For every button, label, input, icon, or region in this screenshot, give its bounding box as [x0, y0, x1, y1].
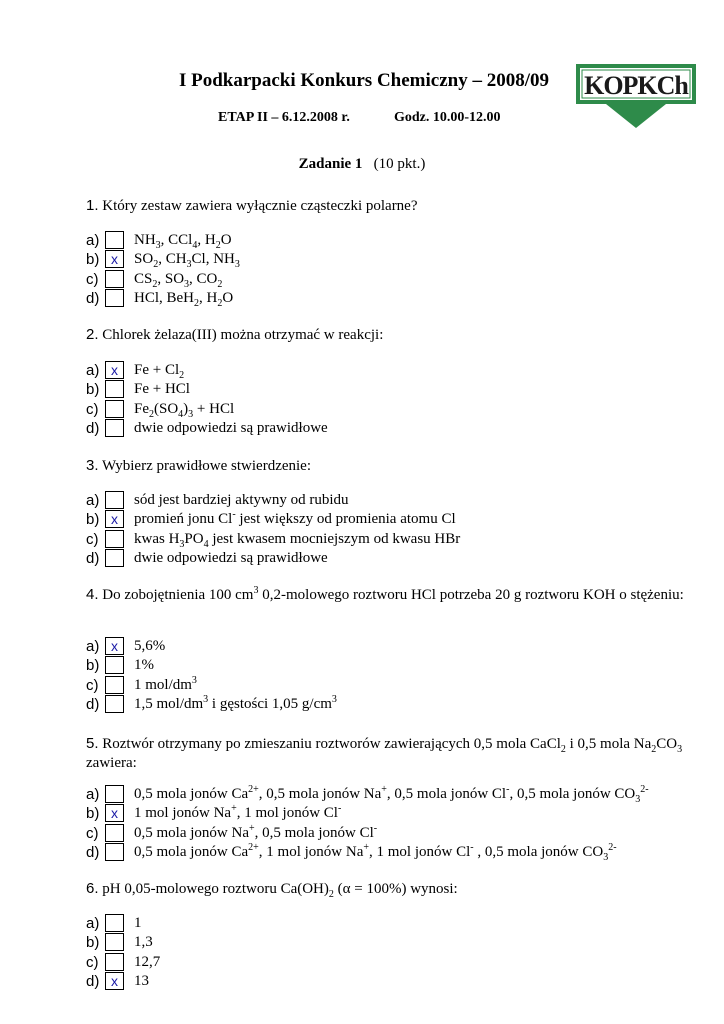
- option-letter: a): [86, 915, 100, 932]
- answer-checkbox[interactable]: [105, 656, 124, 674]
- task-heading: [0, 156, 724, 173]
- option-text: 0,5 mola jonów $Ca^{2+}$, 1 mol jonów Na+, 1 mol jonów Cl- , 0,5 mola jonów $CO_3^{2-}$: [134, 841, 617, 863]
- answer-checkbox[interactable]: x: [105, 804, 124, 822]
- question-5: [86, 734, 684, 773]
- option-text: promień jonu Cl- jest większy od promienia atomu Cl: [134, 509, 456, 528]
- option-text: 5,6%: [134, 638, 166, 654]
- question-1: [86, 196, 684, 216]
- option-text: 1: [134, 915, 142, 931]
- option-letter: a): [86, 362, 100, 379]
- question-text: Który zestaw zawiera wyłącznie cząsteczki polarne?: [98, 198, 418, 214]
- option-letter: d): [86, 419, 100, 437]
- answer-checkbox[interactable]: x: [105, 250, 124, 268]
- svg-text:KOPKCh: KOPKCh: [584, 71, 688, 100]
- option-text: 1%: [134, 657, 154, 674]
- answer-checkbox[interactable]: x: [105, 510, 124, 528]
- question-3: [86, 456, 684, 476]
- answer-checkbox[interactable]: [105, 914, 124, 932]
- option-letter: a): [86, 638, 100, 655]
- question-text: pH 0,05-molowego roztworu $Ca(OH)_2$ (α = 100%) wynosi:: [98, 881, 458, 900]
- question-text: Roztwór otrzymany po zmieszaniu roztworów zawierających 0,5 mola CaCl$_2$ i 0,5 mola $Na_2CO_3$ zawiera:: [86, 736, 683, 771]
- task-label: Zadanie 1: [298, 156, 363, 172]
- option-letter: b): [86, 251, 100, 269]
- option-text: 1,3: [134, 934, 153, 951]
- option-letter: c): [86, 400, 99, 418]
- option-letter: b): [86, 934, 100, 952]
- option-letter: c): [86, 530, 99, 548]
- option-letter: d): [86, 843, 100, 861]
- answer-checkbox[interactable]: [105, 270, 124, 288]
- option-text: $NH_3$, CCl$_4$, $H_2O$: [134, 232, 232, 251]
- question-2: [86, 325, 684, 345]
- kopkch-logo: [572, 60, 700, 130]
- option-text: 1,5 mol/$dm^3$ i gęstości 1,05 $g/cm^3$: [134, 693, 337, 712]
- option-letter: c): [86, 270, 99, 288]
- option-letter: c): [86, 676, 99, 694]
- option-letter: b): [86, 805, 100, 823]
- answer-checkbox[interactable]: [105, 843, 124, 861]
- option-letter: c): [86, 953, 99, 971]
- option-letter: b): [86, 511, 100, 529]
- question-number: 5.: [86, 735, 99, 752]
- option-text: dwie odpowiedzi są prawidłowe: [134, 419, 328, 436]
- answer-checkbox[interactable]: x: [105, 637, 124, 655]
- question-number: 4.: [86, 586, 99, 603]
- answer-checkbox[interactable]: [105, 676, 124, 694]
- option-text: 1 mol jonów Na+, 1 mol jonów Cl-: [134, 803, 342, 822]
- answer-checkbox[interactable]: [105, 231, 124, 249]
- question-text: Do zobojętnienia 100 $cm^3$ 0,2-molowego roztworu HCl potrzeba 20 g roztworu KOH o stężeniu:: [98, 585, 684, 603]
- answer-checkbox[interactable]: [105, 400, 124, 418]
- answer-checkbox[interactable]: [105, 419, 124, 437]
- question-number: 1.: [86, 197, 99, 214]
- option-text: 0,5 mola jonów $Ca^{2+}$, 0,5 mola jonów Na+, 0,5 mola jonów Cl-, 0,5 mola jonów $CO_3^{2-}$: [134, 784, 649, 805]
- answer-checkbox[interactable]: [105, 785, 124, 803]
- option-text: dwie odpowiedzi są prawidłowe: [134, 549, 328, 566]
- option-text: HCl, BeH$_2$, $H_2O$: [134, 289, 234, 309]
- answer-checkbox[interactable]: x: [105, 361, 124, 379]
- option-text: Fe + HCl: [134, 381, 190, 398]
- option-letter: d): [86, 972, 100, 990]
- answer-checkbox[interactable]: [105, 549, 124, 567]
- answer-checkbox[interactable]: [105, 695, 124, 713]
- option-letter: d): [86, 549, 100, 567]
- option-letter: d): [86, 289, 100, 307]
- answer-checkbox[interactable]: [105, 953, 124, 971]
- question-6: [86, 879, 684, 899]
- answer-checkbox[interactable]: [105, 933, 124, 951]
- task-points: (10 pkt.): [373, 156, 426, 172]
- question-number: 2.: [86, 326, 99, 343]
- answer-checkbox[interactable]: x: [105, 972, 124, 990]
- question-number: 3.: [86, 457, 99, 474]
- option-text: sód jest bardziej aktywny od rubidu: [134, 492, 349, 508]
- question-text: Wybierz prawidłowe stwierdzenie:: [98, 458, 312, 474]
- exam-hours: Godz. 10.00-12.00: [394, 110, 501, 125]
- stage-line: [218, 110, 501, 126]
- answer-checkbox[interactable]: [105, 824, 124, 842]
- option-text: $SO_2$, $CH_3Cl$, $NH_3$: [134, 251, 240, 271]
- option-text: 12,7: [134, 953, 161, 970]
- option-text: $Fe + Cl_2$: [134, 362, 185, 381]
- option-text: kwas $H_3PO_4$ jest kwasem mocniejszym od kwasu HBr: [134, 530, 461, 550]
- question-text: Chlorek żelaza(III) można otrzymać w reakcji:: [98, 327, 384, 343]
- option-text: $CS_2$, $SO_3$, $CO_2$: [134, 270, 223, 290]
- option-text: 1 mol/$dm^3$: [134, 674, 197, 693]
- question-4: [86, 585, 684, 605]
- option-letter: b): [86, 381, 100, 399]
- option-text: 13: [134, 972, 149, 989]
- answer-checkbox[interactable]: [105, 380, 124, 398]
- option-text: $Fe_2(SO_4)_3$ + HCl: [134, 400, 235, 420]
- page-title: I Podkarpacki Konkurs Chemiczny – 2008/09: [178, 70, 549, 91]
- question-number: 6.: [86, 880, 99, 897]
- option-letter: a): [86, 232, 100, 249]
- option-letter: a): [86, 492, 100, 509]
- answer-checkbox[interactable]: [105, 530, 124, 548]
- option-letter: d): [86, 695, 100, 713]
- option-letter: b): [86, 657, 100, 675]
- option-text: 0,5 mola jonów Na+, 0,5 mola jonów Cl-: [134, 822, 378, 841]
- option-letter: a): [86, 786, 100, 803]
- answer-checkbox[interactable]: [105, 491, 124, 509]
- option-letter: c): [86, 824, 99, 842]
- stage-date: ETAP II – 6.12.2008 r.: [218, 110, 350, 125]
- answer-checkbox[interactable]: [105, 289, 124, 307]
